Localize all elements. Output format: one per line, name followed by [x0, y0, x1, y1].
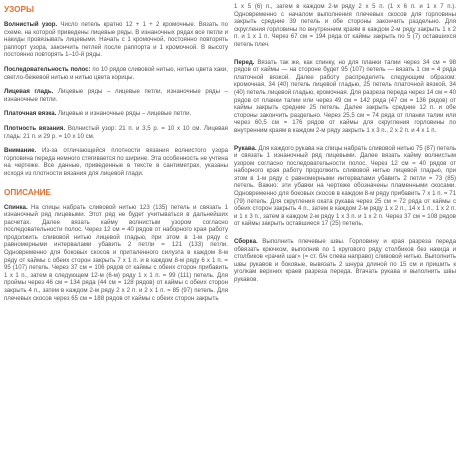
sleeves-paragraph: [234, 145, 456, 229]
gauge-paragraph: [4, 125, 228, 140]
left-column: [4, 3, 228, 309]
right-column: [234, 3, 456, 291]
garter-paragraph: [4, 110, 228, 118]
front-text: Вязать так же, как спинку, но для планки талии через 34 см = 98 рядов от каймы — на стороне будет 95 (107) петель — вязать 1 см = 4 ряда платочной вязкой. Далее работу распределить следующим образом: кромочная, 34 (40) петель лицевой гладью, 25 петель платочной вязкой, 34 (40) петель лицевой гладью, кромочная. Для разреза переда через 14 см = 40 рядов от планки талии или через 49 см = 142 ряда (47 см = 136 рядов) от каймы закрыть средние 25 петель. Далее закрыть средние 12 п. и обе стороны закончить раздельно. Через 25,5 см = 74 ряда от планки талии или через 60,5 см = 176 рядов от каймы для скругления горловины по внутренним краям в каждом 2-м ряду закрыть 1 х 3 п., 2 х 2 п. и 4 х 1 п.: [234, 58, 456, 134]
stockinette-lead: Лицевая гладь.: [4, 88, 54, 96]
attention-paragraph: [4, 147, 228, 177]
assembly-text: Выполнить плечевые швы. Горловину и края разреза переда обвязать крючком, выполнив по 1 кругового ряду столбиков без накида и столбиков «рачий шаг» (= ст. б/н слева направо) сливовой нитью. Выполнить швы рукавов и боковые, вывязать 2 шнура длиной по 15 см и пришить к уголкам верхних краев разреза переда. Втачать рукава и выполнить швы рукавов.: [234, 238, 456, 283]
assembly-paragraph: [234, 238, 456, 284]
description-heading: ОПИСАНИЕ: [4, 187, 52, 197]
assembly-lead: Сборка.: [234, 238, 258, 246]
attention-lead: Внимание.: [4, 147, 37, 155]
garter-lead: Платочная вязка.: [4, 110, 57, 118]
wave-pattern-text: Число петель кратно 12 + 1 + 2 кромочные. Вязать по схеме, на которой приведены лицевые ряды. В изнаночных рядах все петли и накиды провязывать лицевыми. Начать с 1 кромочной, постоянно повторять раппорт узора, закончить петлей после раппорта и 1 кромочной. В высоту постоянно повторять 1–10-й ряды.: [4, 21, 228, 59]
wave-pattern-paragraph: [4, 21, 228, 59]
back-paragraph: [4, 204, 228, 303]
wave-pattern-lead: Волнистый узор.: [4, 21, 58, 28]
stockinette-paragraph: [4, 88, 228, 103]
stripes-lead: Последовательность полос:: [4, 65, 91, 73]
gauge-lead: Плотность вязания.: [4, 124, 66, 132]
sleeves-lead: Рукава.: [234, 144, 257, 152]
patterns-heading: УЗОРЫ: [4, 5, 34, 14]
stripes-paragraph: [4, 66, 228, 81]
garter-text: Лицевые и изнаночные ряды – лицевые петли.: [56, 110, 192, 118]
stockinette-text: Лицевые ряды – лицевые петли, изнаночные ряды – изнаночные петли.: [4, 88, 228, 103]
sleeves-text: Для каждого рукава на спицы набрать сливовой нитью 75 (87) петель и связать 1 изнаночный ряд лицевыми. Далее вязать кайму волнистым узором согласно последовательности полос. Через 12 см = 40 рядов от наборного края работу продолжить сливовой нитью лицевой гладью, при этом в 1-м ряду с равномерными интервалами убавить 2 петли = 73 (85) петель. Важно: эти убавки на чертеже обозначены пламенными скосами. Одновременно для боковых скосов в каждом 8-м ряду прибавить 7 х 1 п. = 71 (79) петель. Для скругления оката рукава через 25 см = 72 ряда от каймы с обеих сторон закрыть 4 п., затем в каждом 2-м ряду 1 х 2 п., 14 х 1 п., 1 х 2 п. и 1 х 3 п., затем в каждом 2-м ряду 1 х 3 п. и 1 х 2 п. Через 37 см = 108 рядов от каймы закрыть оставшиеся 17 (25) петель.: [234, 144, 456, 228]
back-text: На спицы набрать сливовой нитью 123 (135) петель и связать 1 изнаночный ряд лицевыми. Этот ряд не будет учитываться в дальнейших расчетах. Далее вязать кайму волнистым узором согласно последовательности полос. Через 12 см = 40 рядов от наборного края работу продолжить сливовой нитью лицевой гладью, при этом в 1-м ряду с равномерными интервалами убавить 2 петли = 121 (133) петли. Одновременно для боковых скосов и приталенного силуэта в каждом 8-м ряду от каймы с обеих сторон закрыть 7 х 1 п. и в каждом 8-м ряду 6 х 1 п. = 95 (107) петель. Через 37 см = 106 рядов от каймы с обеих сторон прибавить 1 х 1 п., затем в следующем 12-м (6-м) ряду 1 х 1 п. = 99 (111) петель. Для проймы через 46 см = 134 ряда (44 см = 128 рядов) от каймы с обеих сторон закрыть 4 п., затем в каждом 2-м ряду 2 х 2 п. и 2 х 1 п. = 85 (97) петель. Для плечевых скосов через 65 см = 188 рядов от каймы с обеих сторон закрыть: [4, 203, 228, 302]
front-paragraph: [234, 59, 456, 135]
stripes-text: по 10 рядов сливовой нитью, нитью цвета хаки, светло-бежевой нитью и нитью цвета корицы.: [4, 65, 229, 81]
attention-text: Из-за отличающейся плотности вязания волнистого узора горловина переда немного стягивается по ширине. Эта особенность не учтена на чертеже. Все данные, приведенные в тексте в сантиметрах, указаны исходя из плотности вязания для лицевой глади.: [4, 147, 228, 177]
back-lead: Спинка.: [4, 203, 28, 211]
front-lead: Перед.: [234, 58, 255, 66]
gauge-text: Волнистый узор: 21 п. и 3,5 р. = 10 х 10 см. Лицевая гладь: 21 п. и 29 р. = 10 х 10 см.: [4, 124, 228, 140]
back-continued-paragraph: 1 х 5 (6) п., затем в каждом 2-м ряду 2 х 5 п. (1 х 6 п. и 1 х 7 п.). Одновременно с началом выполнения плечевых скосов для горловины закрыть средние 39 петель и обе стороны закончить раздельно. Для скругления горловины по внутренним краям в каждом 2-м ряду закрыть 1 х 2 п. и 1 х 1 п. Через 67 см = 194 ряда от каймы закрыть по 5 (7) оставшихся петель плеч.: [234, 3, 456, 48]
